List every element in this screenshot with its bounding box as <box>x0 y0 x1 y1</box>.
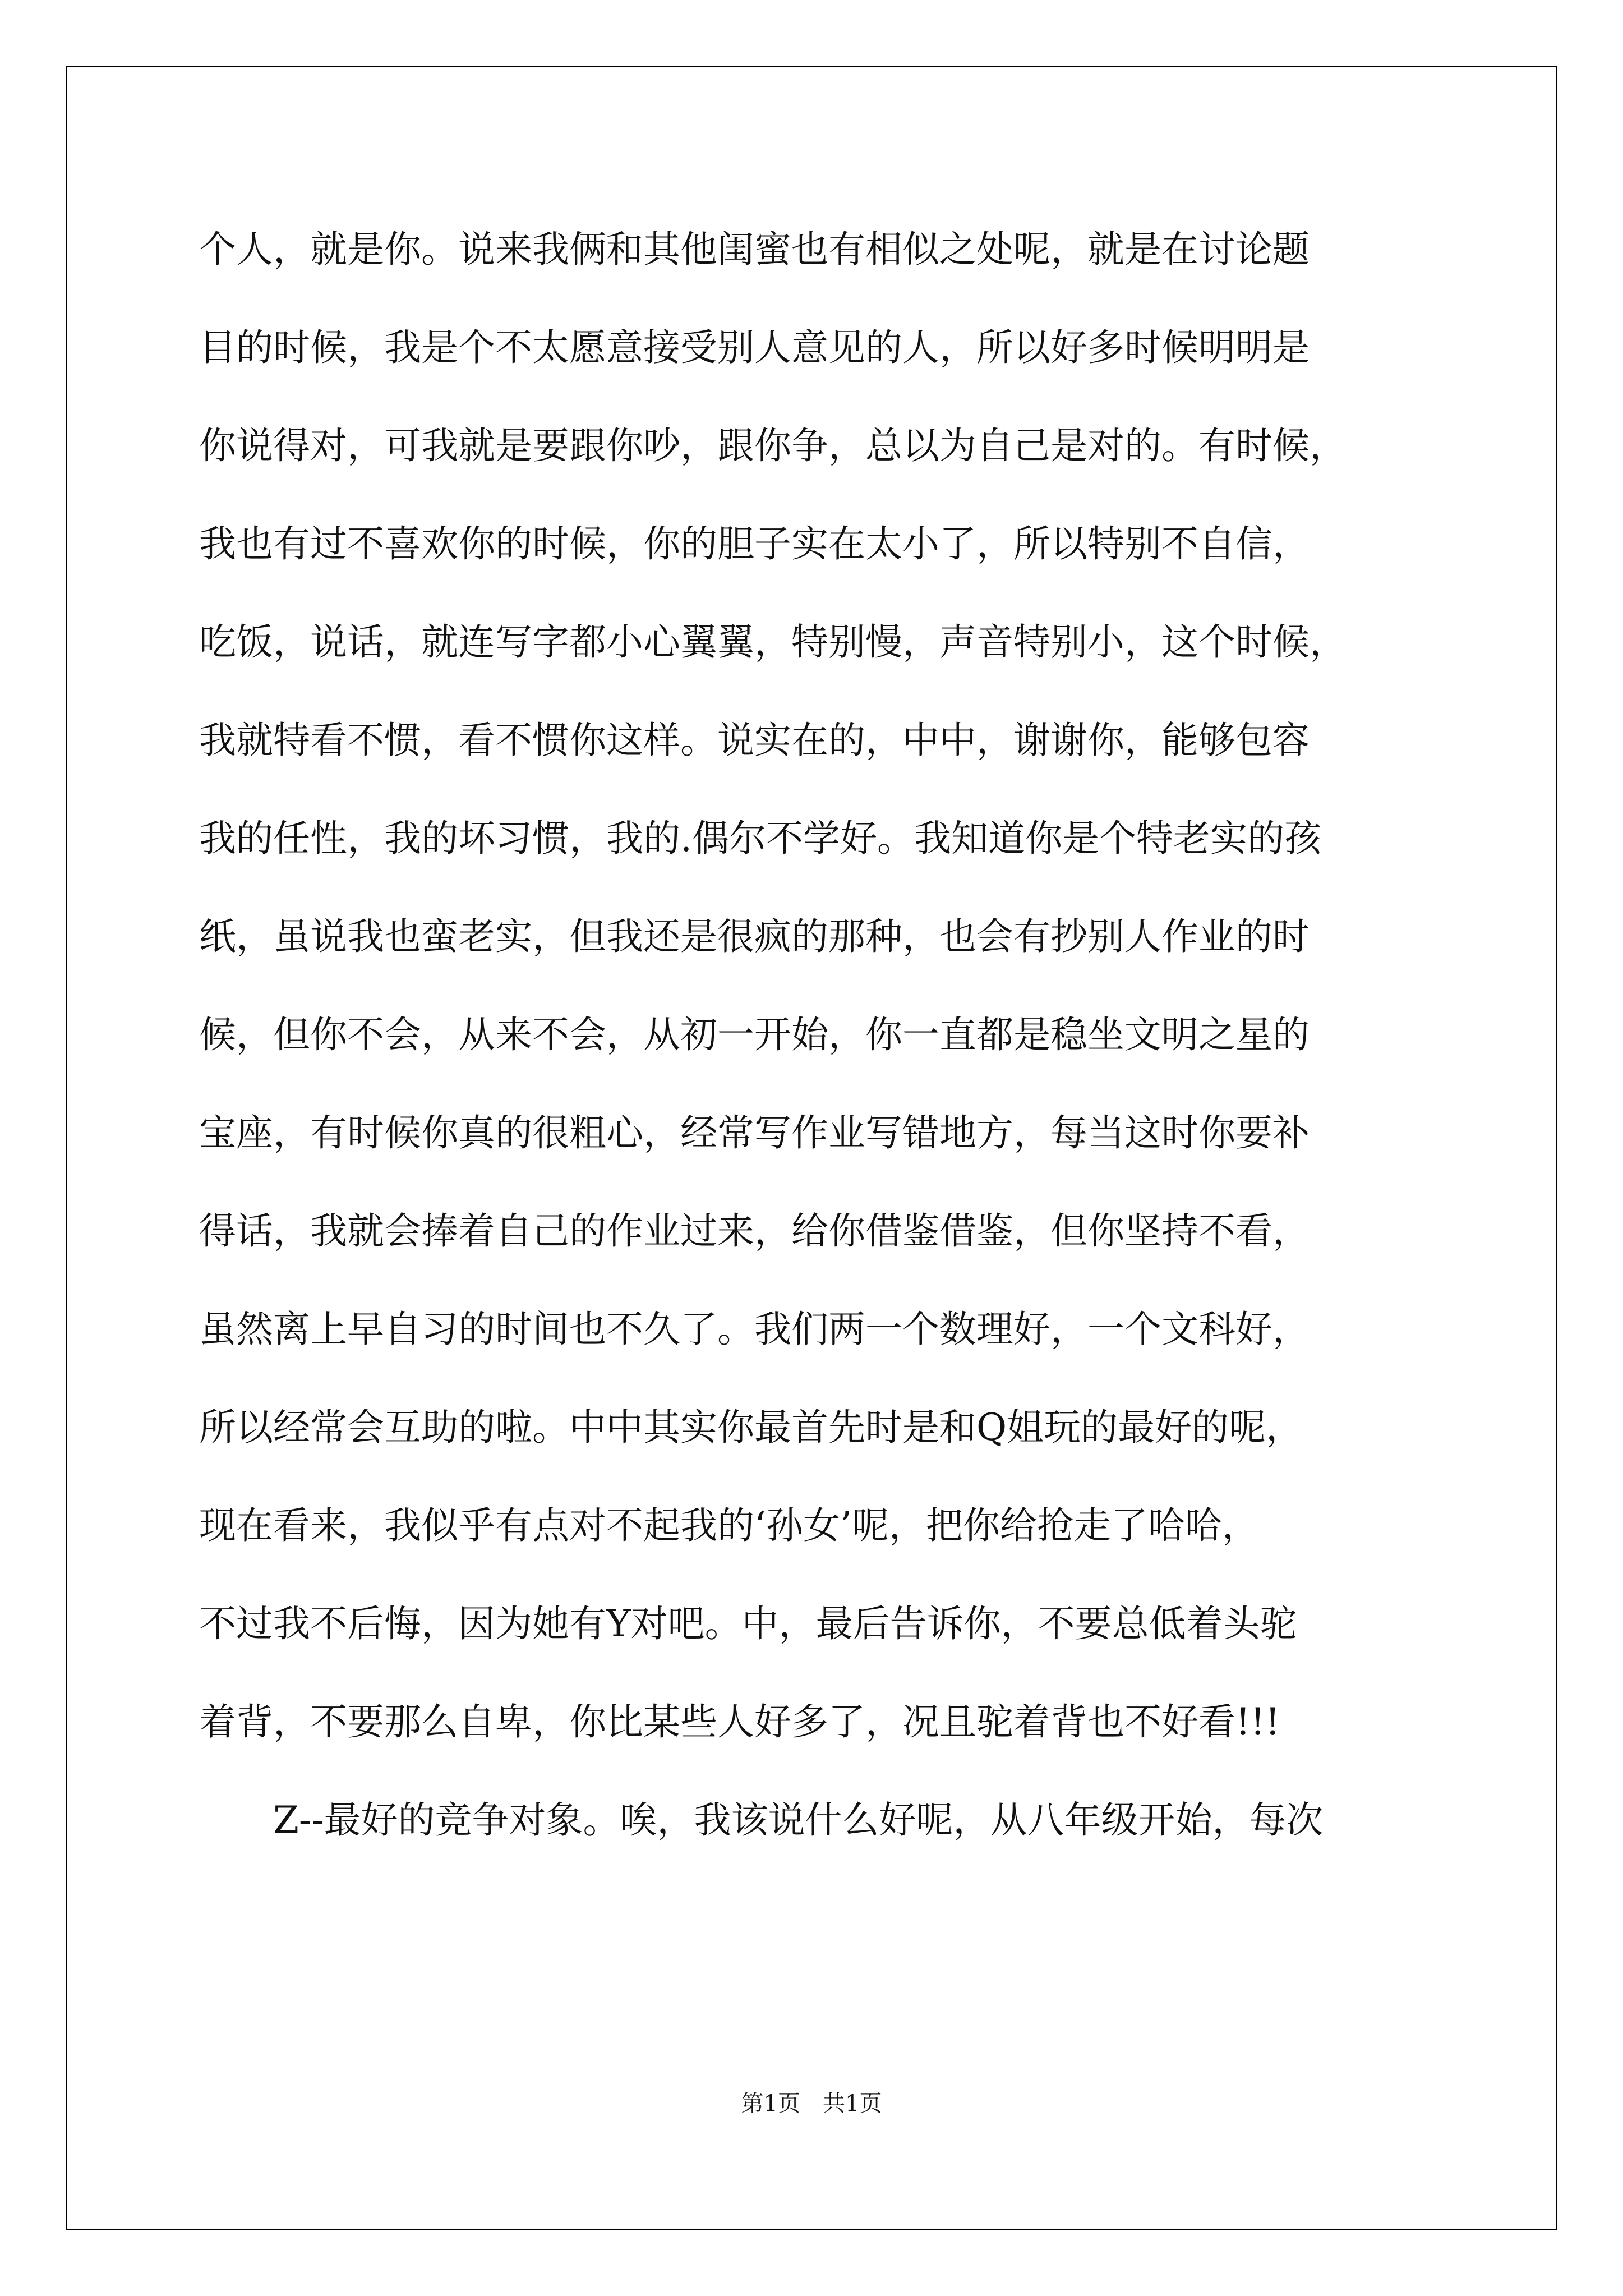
text-line: 我也有过不喜欢你的时候，你的胆子实在太小了，所以特别不自信， <box>199 522 1310 565</box>
text-line: 我的任性，我的坏习惯，我的.偶尔不学好。我知道你是个特老实的孩 <box>199 817 1321 860</box>
text-line: 你说得对，可我就是要跟你吵，跟你争，总以为自己是对的。有时候， <box>199 424 1347 467</box>
text-line: 不过我不后悔，因为她有Y对吧。中，最后告诉你，不要总低着头驼 <box>199 1602 1297 1645</box>
text-line: 我就特看不惯，看不惯你这样。说实在的，中中，谢谢你，能够包容 <box>199 719 1310 762</box>
text-line: 纸，虽说我也蛮老实，但我还是很疯的那种，也会有抄别人作业的时 <box>199 915 1310 958</box>
page-number-footer: 第1页 共1页 <box>741 2091 882 2116</box>
text-line: 着背，不要那么自卑，你比某些人好多了，况且驼着背也不好看!!! <box>199 1700 1280 1743</box>
text-line: 宝座，有时候你真的很粗心，经常写作业写错地方，每当这时你要补 <box>199 1111 1310 1154</box>
text-line: 虽然离上早自习的时间也不久了。我们两一个数理好，一个文科好， <box>199 1308 1310 1351</box>
text-line: 候，但你不会，从来不会，从初一开始，你一直都是稳坐文明之星的 <box>199 1013 1310 1056</box>
text-line: 现在看来，我似乎有点对不起我的‘孙女’呢，把你给抢走了哈哈， <box>199 1504 1259 1547</box>
text-line: 个人，就是你。说来我俩和其他闺蜜也有相似之处呢，就是在讨论题 <box>199 228 1310 271</box>
text-line: 得话，我就会捧着自己的作业过来，给你借鉴借鉴，但你坚持不看， <box>199 1209 1310 1253</box>
text-line: 目的时候，我是个不太愿意接受别人意见的人，所以好多时候明明是 <box>199 326 1310 369</box>
text-line: 吃饭，说话，就连写字都小心翼翼，特别慢，声音特别小，这个时候， <box>199 620 1347 664</box>
text-line: 所以经常会互助的啦。中中其实你最首先时是和Q姐玩的最好的呢， <box>199 1406 1303 1449</box>
document-body <box>199 216 1455 1885</box>
text-line-paragraph-start: Z--最好的竞争对象。唉，我该说什么好呢，从八年级开始，每次 <box>273 1798 1324 1842</box>
